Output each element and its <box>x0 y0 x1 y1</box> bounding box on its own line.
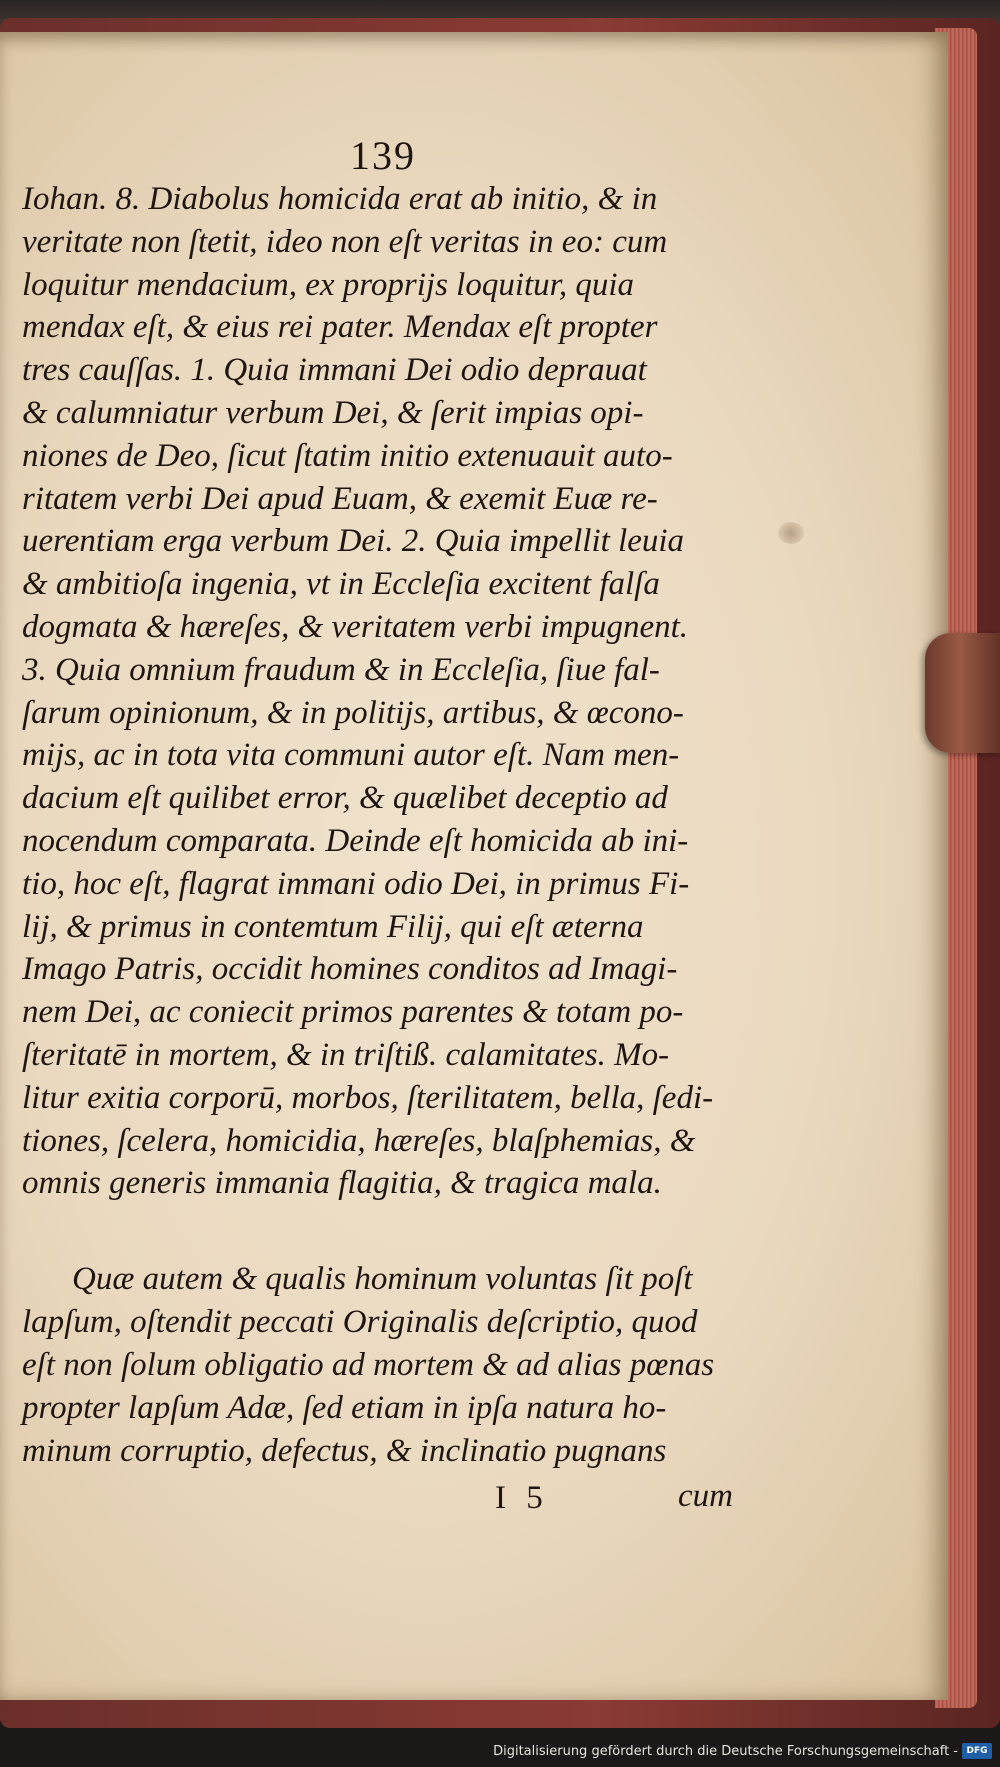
text-line: Iohan. 8. Diabolus homicida erat ab initio, & in <box>22 181 658 217</box>
text-line: ritatem verbi Dei apud Euam, & exemit Euæ re- <box>22 480 658 517</box>
text-line: niones de Deo, ſicut ſtatim initio extenuauit auto- <box>22 437 673 474</box>
second-paragraph <box>22 1258 782 1473</box>
text-line: lij, & primus in contemtum Filij, qui eſt æterna <box>22 908 644 945</box>
text-line: tio, hoc eſt, flagrat immani odio Dei, in primus Fi- <box>22 865 690 902</box>
book-clasp <box>925 633 1000 753</box>
text-line: uerentiam erga verbum Dei. 2. Quia impellit leuia <box>22 523 685 560</box>
text-line: omnis generis immania flagitia, & tragica mala. <box>22 1165 662 1202</box>
text-line: tiones, ſcelera, homicidia, hæreſes, blaſphemias, & <box>22 1122 696 1159</box>
main-paragraph <box>22 178 782 1205</box>
text-line: nem Dei, ac coniecit primos parentes & totam po- <box>22 994 684 1031</box>
text-line: loquitur mendacium, ex proprijs loquitur, quia <box>22 266 635 303</box>
text-line: & ambitioſa ingenia, vt in Eccleſia excitent falſa <box>22 566 660 603</box>
text-line: Quæ autem & qualis hominum voluntas ſit poſt <box>72 1261 693 1297</box>
page-number: 139 <box>350 133 416 178</box>
text-line: dacium eſt quilibet error, & quælibet deceptio ad <box>22 780 668 817</box>
text-line: ſteritatē in mortem, & in triſtiß. calamitates. Mo- <box>22 1036 670 1073</box>
text-line: Imago Patris, occidit homines conditos ad Imagi- <box>22 951 678 988</box>
funding-credit: Digitalisierung gefördert durch die Deutsche Forschungsgemeinschaft - <box>493 1744 958 1759</box>
text-line: lapſum, oſtendit peccati Originalis deſcriptio, quod <box>22 1304 698 1340</box>
text-line: minum corruptio, defectus, & inclinatio pugnans <box>22 1433 667 1469</box>
text-line: litur exitia corporū, morbos, ſterilitatem, bella, ſedi- <box>22 1079 714 1116</box>
signature-mark: I 5 <box>495 1480 549 1516</box>
catchword: cum <box>678 1478 733 1514</box>
text-line: veritate non ſtetit, ideo non eſt veritas in eo: cum <box>22 223 668 260</box>
text-line: dogmata & hæreſes, & veritatem verbi impugnent. <box>22 608 689 645</box>
text-line: eſt non ſolum obligatio ad mortem & ad alias pœnas <box>22 1347 715 1383</box>
text-line: tres cauſſas. 1. Quia immani Dei odio deprauat <box>22 352 647 389</box>
text-line: nocendum comparata. Deinde eſt homicida ab ini- <box>22 822 689 859</box>
text-line: 3. Quia omnium fraudum & in Eccleſia, ſiue fal- <box>22 651 660 688</box>
text-line: propter lapſum Adæ, ſed etiam in ipſa natura ho- <box>22 1390 667 1426</box>
text-line: mendax eſt, & eius rei pater. Mendax eſt propter <box>22 309 658 346</box>
text-line: ſarum opinionum, & in politijs, artibus, & œcono- <box>22 694 684 731</box>
text-line: & calumniatur verbum Dei, & ſerit impias opi- <box>22 394 644 431</box>
dfg-logo-icon: DFG <box>962 1743 992 1759</box>
text-line: mijs, ac in tota vita communi autor eſt. Nam men- <box>22 737 680 774</box>
